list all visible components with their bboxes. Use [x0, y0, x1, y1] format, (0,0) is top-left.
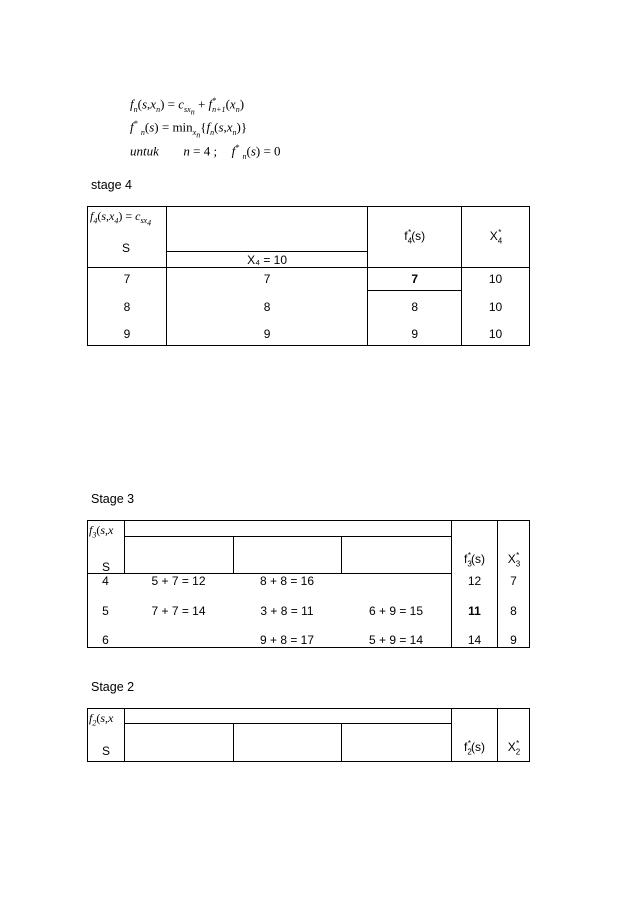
stage2-s-label: S: [102, 744, 111, 758]
stage2-heading: Stage 2: [91, 680, 135, 694]
stage2-table: [87, 708, 530, 762]
stage3-x-label: $X_3^*$: [507, 551, 521, 569]
stage3-table: [87, 520, 530, 648]
stage4-s-label: S: [122, 241, 131, 255]
stage4-f-header: [368, 207, 462, 268]
stage2-f-label: $f_2^*(s)$: [464, 739, 485, 757]
stage3-f-label: $f_3^*(s)$: [464, 551, 485, 569]
table-row: 9 9 9 10: [88, 324, 530, 346]
formula-line-1: $f_n(s,x_n) = c_{sx_n} + f^*_{n+1}(x_n)$: [130, 96, 245, 117]
table-row: 8 8 8 10: [88, 291, 530, 324]
stage4-formula-header: $f_4(s,x_4) = c_{sx_4}$: [90, 209, 152, 228]
table-row: 5 7 + 7 = 14 3 + 8 = 11 6 + 9 = 15 11 8: [102, 604, 517, 618]
stage4-heading: stage 4: [91, 178, 133, 192]
table-row: 4 5 + 7 = 12 8 + 8 = 16 12 7: [102, 574, 517, 588]
table-row: 7 7 7 10: [88, 268, 530, 291]
table-row: 6 9 + 8 = 17 5 + 9 = 14 14 9: [102, 633, 517, 647]
stage4-x-label: $X_4^*$: [489, 228, 503, 246]
stage2-formula-header: $f_2(s,x$: [89, 711, 114, 728]
stage4-x-col: X₄ = 10: [166, 252, 368, 268]
stage4-x-header: [462, 207, 530, 268]
stage4-table: [87, 206, 530, 346]
stage4-f-label: $f_4^*(s)$: [404, 228, 426, 246]
formula-line-2: f* $_n(s) = \min_{x_n}\{f_n(s,x_n)\}$: [130, 119, 248, 140]
stage3-heading: Stage 3: [91, 492, 135, 506]
stage3-formula-header: $f_3(s,x$: [89, 523, 114, 540]
formula-line-3: untuk n = 4 ; f* $_n$(s) = 0: [130, 143, 281, 161]
stage3-s-label: S: [102, 560, 111, 574]
stage4-s-header: [88, 207, 167, 268]
stage2-x-label: $X_2^*$: [507, 739, 521, 757]
